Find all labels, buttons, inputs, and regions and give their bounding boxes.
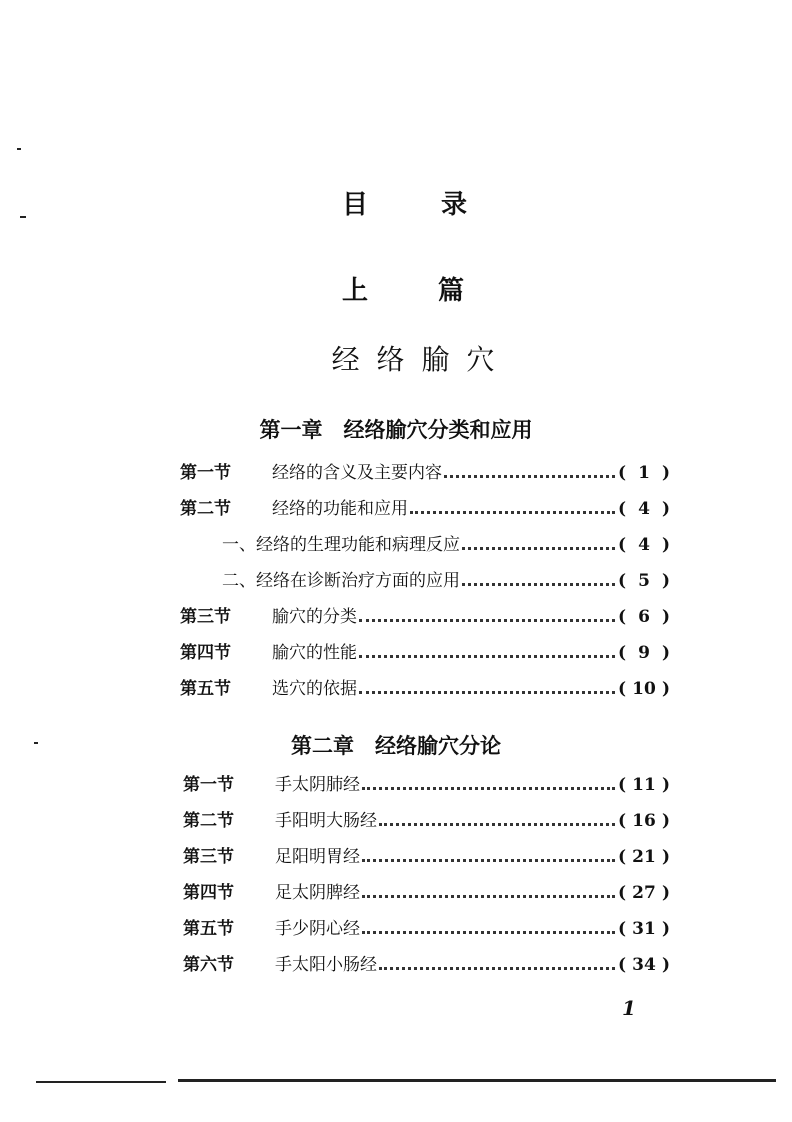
- section-label: 第二节: [183, 811, 234, 831]
- entry-title: 手少阴心经: [275, 919, 360, 939]
- entry-title: 手阳明大肠经: [275, 811, 377, 831]
- paren-open: (: [618, 883, 627, 903]
- page-ref-number: 27: [632, 883, 656, 903]
- paren-close: ): [661, 847, 670, 867]
- entry-title: 手太阳小肠经: [275, 955, 377, 975]
- scan-speck: [20, 216, 26, 218]
- page-ref-number: 21: [632, 847, 656, 867]
- page-ref: [618, 811, 670, 831]
- page-ref: [618, 463, 670, 483]
- toc-entry[interactable]: [183, 806, 670, 836]
- paren-close: ): [661, 955, 670, 975]
- chapter-1-title: 第一章 经络腧穴分类和应用: [259, 417, 533, 442]
- dot-leader: [362, 930, 615, 934]
- part-pian: 篇: [438, 276, 465, 306]
- paren-open: (: [618, 775, 627, 795]
- page-ref: [618, 535, 670, 555]
- paren-close: ): [661, 571, 670, 591]
- page-ref-number: 11: [632, 775, 656, 795]
- paren-open: (: [618, 463, 627, 483]
- page-ref: [618, 607, 670, 627]
- entry-title: 一、经络的生理功能和病理反应: [222, 535, 460, 555]
- entry-title: 足阳明胃经: [275, 847, 360, 867]
- page-ref-number: 6: [638, 607, 650, 627]
- section-label: 第四节: [180, 643, 231, 663]
- entry-title: 选穴的依据: [272, 679, 357, 699]
- toc-entry[interactable]: [222, 530, 670, 560]
- dot-leader: [362, 786, 615, 790]
- dot-leader: [359, 618, 615, 622]
- scan-speck: [34, 742, 38, 744]
- paren-open: (: [618, 679, 627, 699]
- page-ref: [618, 679, 670, 699]
- paren-close: ): [661, 607, 670, 627]
- section-label: 第三节: [183, 847, 234, 867]
- section-label: 第四节: [183, 883, 234, 903]
- paren-open: (: [618, 955, 627, 975]
- section-label: 第一节: [180, 463, 231, 483]
- paren-close: ): [661, 775, 670, 795]
- page-ref: [618, 499, 670, 519]
- toc-entry[interactable]: [180, 494, 670, 524]
- section-label: 第二节: [180, 499, 231, 519]
- paren-close: ): [661, 463, 670, 483]
- toc-entry[interactable]: [180, 602, 670, 632]
- paren-close: ): [661, 679, 670, 699]
- paren-close: ): [661, 535, 670, 555]
- dot-leader: [359, 654, 615, 658]
- section-label: 第三节: [180, 607, 231, 627]
- heading-lu: 录: [441, 190, 468, 220]
- page-ref-number: 4: [638, 499, 650, 519]
- paren-open: (: [618, 847, 627, 867]
- dot-leader: [462, 582, 615, 586]
- page-ref-number: 10: [632, 679, 656, 699]
- page-ref-number: 5: [638, 571, 650, 591]
- toc-entry[interactable]: [183, 878, 670, 908]
- paren-close: ): [661, 643, 670, 663]
- page-ref-number: 34: [632, 955, 656, 975]
- heading-mu: 目: [342, 190, 369, 220]
- dot-leader: [462, 546, 615, 550]
- page-ref: [618, 775, 670, 795]
- bottom-rule-left: [36, 1081, 166, 1083]
- section-label: 第五节: [180, 679, 231, 699]
- section-label: 第五节: [183, 919, 234, 939]
- paren-open: (: [618, 571, 627, 591]
- toc-entry[interactable]: [180, 674, 670, 704]
- paren-open: (: [618, 643, 627, 663]
- dot-leader: [379, 822, 615, 826]
- page-ref: [618, 571, 670, 591]
- page-ref: [618, 919, 670, 939]
- paren-close: ): [661, 919, 670, 939]
- dot-leader: [359, 690, 615, 694]
- dot-leader: [444, 474, 615, 478]
- scan-speck: [17, 148, 21, 150]
- toc-entry[interactable]: [180, 638, 670, 668]
- page-ref: [618, 643, 670, 663]
- page-ref: [618, 847, 670, 867]
- paren-open: (: [618, 535, 627, 555]
- bottom-rule-right: [178, 1079, 776, 1082]
- page-ref-number: 9: [638, 643, 650, 663]
- toc-entry[interactable]: [222, 566, 670, 596]
- page-number: 1: [622, 996, 636, 1020]
- toc-entry[interactable]: [183, 770, 670, 800]
- toc-entry[interactable]: [183, 842, 670, 872]
- toc-entry[interactable]: [183, 914, 670, 944]
- entry-title: 经络的功能和应用: [272, 499, 408, 519]
- paren-open: (: [618, 499, 627, 519]
- page-ref: [618, 883, 670, 903]
- page-ref-number: 1: [638, 463, 650, 483]
- entry-title: 足太阴脾经: [275, 883, 360, 903]
- page-ref-number: 16: [632, 811, 656, 831]
- entry-title: 腧穴的性能: [272, 643, 357, 663]
- part-shang: 上: [342, 276, 369, 306]
- page-ref: [618, 955, 670, 975]
- page-ref-number: 31: [632, 919, 656, 939]
- dot-leader: [379, 966, 615, 970]
- entry-title: 二、经络在诊断治疗方面的应用: [222, 571, 460, 591]
- toc-entry[interactable]: [180, 458, 670, 488]
- section-label: 第六节: [183, 955, 234, 975]
- section-label: 第一节: [183, 775, 234, 795]
- paren-close: ): [661, 883, 670, 903]
- dot-leader: [410, 510, 615, 514]
- dot-leader: [362, 858, 615, 862]
- paren-open: (: [618, 607, 627, 627]
- paren-close: ): [661, 499, 670, 519]
- entry-title: 经络的含义及主要内容: [272, 463, 442, 483]
- entry-title: 腧穴的分类: [272, 607, 357, 627]
- paren-open: (: [618, 811, 627, 831]
- entry-title: 手太阴肺经: [275, 775, 360, 795]
- toc-entry[interactable]: [183, 950, 670, 980]
- part-title: 经 络 腧 穴: [331, 343, 499, 376]
- chapter-2-title: 第二章 经络腧穴分论: [291, 733, 501, 758]
- dot-leader: [362, 894, 615, 898]
- paren-close: ): [661, 811, 670, 831]
- page-ref-number: 4: [638, 535, 650, 555]
- paren-open: (: [618, 919, 627, 939]
